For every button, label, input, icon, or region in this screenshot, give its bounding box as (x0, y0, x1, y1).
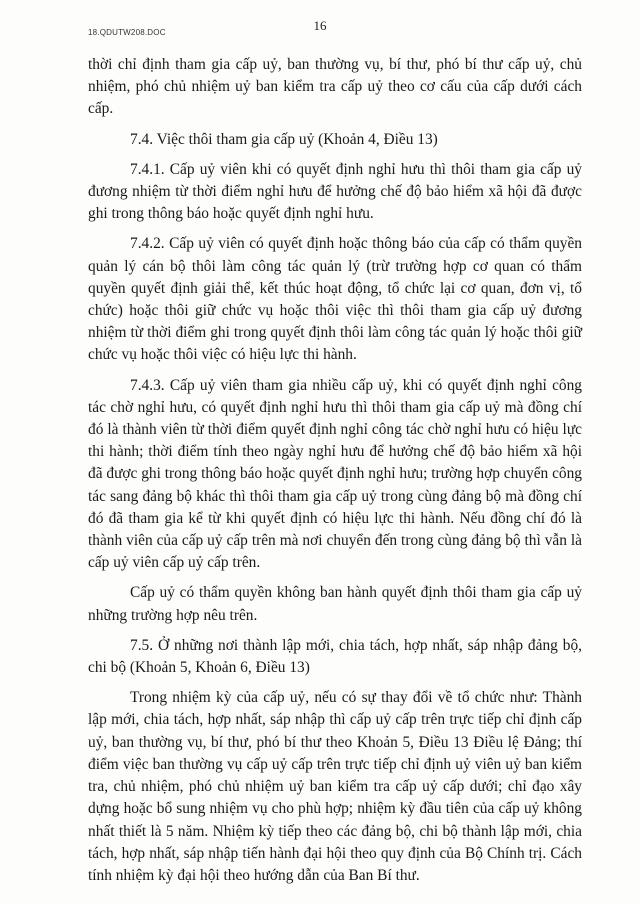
page-number: 16 (313, 18, 327, 33)
file-label: 18.QDUTW208.DOC (88, 28, 166, 37)
section-heading-7-4: 7.4. Việc thôi tham gia cấp uỷ (Khoản 4, Điều 13) (130, 130, 438, 148)
paragraph-continuation: thời chỉ định tham gia cấp uỷ, ban thường vụ, bí thư, phó bí thư cấp uỷ, chủ nhiệm, phó chủ nhiệm uỷ ban kiểm tra cấp uỷ theo cơ cấu của cấp dưới cách cấp. (88, 56, 582, 118)
paragraph-7-4-3: 7.4.3. Cấp uỷ viên tham gia nhiều cấp uỷ, khi có quyết định nghỉ công tác chờ nghỉ hưu, có quyết định nghỉ hưu thì thôi tham gia cấp uỷ mà đồng chí đó là thành viên từ thời điểm quyết định nghỉ công tác chờ nghỉ hưu có hiệu lực thi hành; thời điểm tính theo ngày nghỉ hưu để hưởng chế độ bảo hiểm xã hội đã được ghi trong thông báo hoặc quyết định nghỉ hưu; trường hợp chuyển công tác sang đảng bộ khác thì thôi tham gia cấp uỷ trong cùng đảng bộ mà đồng chí đó đã tham gia kể từ khi quyết định có hiệu lực thi hành. Nếu đồng chí đó là thành viên của cấp uỷ cấp trên mà nơi chuyển đến trong cùng đảng bộ thì vẫn là cấp uỷ viên cấp uỷ cấp trên. (88, 376, 582, 572)
paragraph-7-5-body: Trong nhiệm kỳ của cấp uỷ, nếu có sự thay đổi về tổ chức như: Thành lập mới, chia tách, hợp nhất, sáp nhập thì cấp uỷ cấp trên trực tiếp chỉ định cấp uỷ, ban thường vụ, bí thư, phó bí thư theo Khoản 5, Điều 13 Điều lệ Đảng; thí điểm việc ban thường vụ cấp uỷ cấp trên trực tiếp chỉ định uỷ viên uỷ ban kiểm tra, chủ nhiệm, phó chủ nhiệm uỷ ban kiểm tra cấp uỷ cấp dưới; chỉ đạo xây dựng hoặc bổ sung nhiệm vụ cho phù hợp; nhiệm kỳ đầu tiên của cấp uỷ không nhất thiết là 5 năm. Nhiệm kỳ tiếp theo các đảng bộ, chi bộ thành lập mới, chia tách, hợp nhất, sáp nhập tiến hành đại hội theo quy định của Bộ Chính trị. Cách tính nhiệm kỳ đại hội theo hướng dẫn của Ban Bí thư. (88, 689, 582, 884)
paragraph-7-4-1: 7.4.1. Cấp uỷ viên khi có quyết định nghỉ hưu thì thôi tham gia cấp uỷ đương nhiệm từ thời điểm nghỉ hưu để hưởng chế độ bảo hiểm xã hội đã được ghi trong thông báo hoặc quyết định nghỉ hưu. (88, 160, 582, 223)
document-body (88, 54, 582, 895)
section-heading-7-5: 7.5. Ở những nơi thành lập mới, chia tách, hợp nhất, sáp nhập đảng bộ, chi bộ (Khoản 5, Khoản 6, Điều 13) (88, 636, 582, 677)
paragraph-7-4-2: 7.4.2. Cấp uỷ viên có quyết định hoặc thông báo của cấp có thẩm quyền quản lý cán bộ thôi làm công tác quản lý (trừ trường hợp cơ quan có thẩm quyền quyết định giải thể, kết thúc hoạt động, tổ chức lại cơ quan, đơn vị, tổ chức) hoặc thôi giữ chức vụ hoặc thôi việc thì thôi tham gia cấp uỷ đương nhiệm từ thời điểm ghi trong quyết định thôi làm công tác quản lý hoặc thôi giữ chức vụ hoặc thôi việc có hiệu lực thi hành. (88, 235, 582, 364)
paragraph-note: Cấp uỷ có thẩm quyền không ban hành quyết định thôi tham gia cấp uỷ những trường hợp nêu trên. (88, 584, 582, 624)
